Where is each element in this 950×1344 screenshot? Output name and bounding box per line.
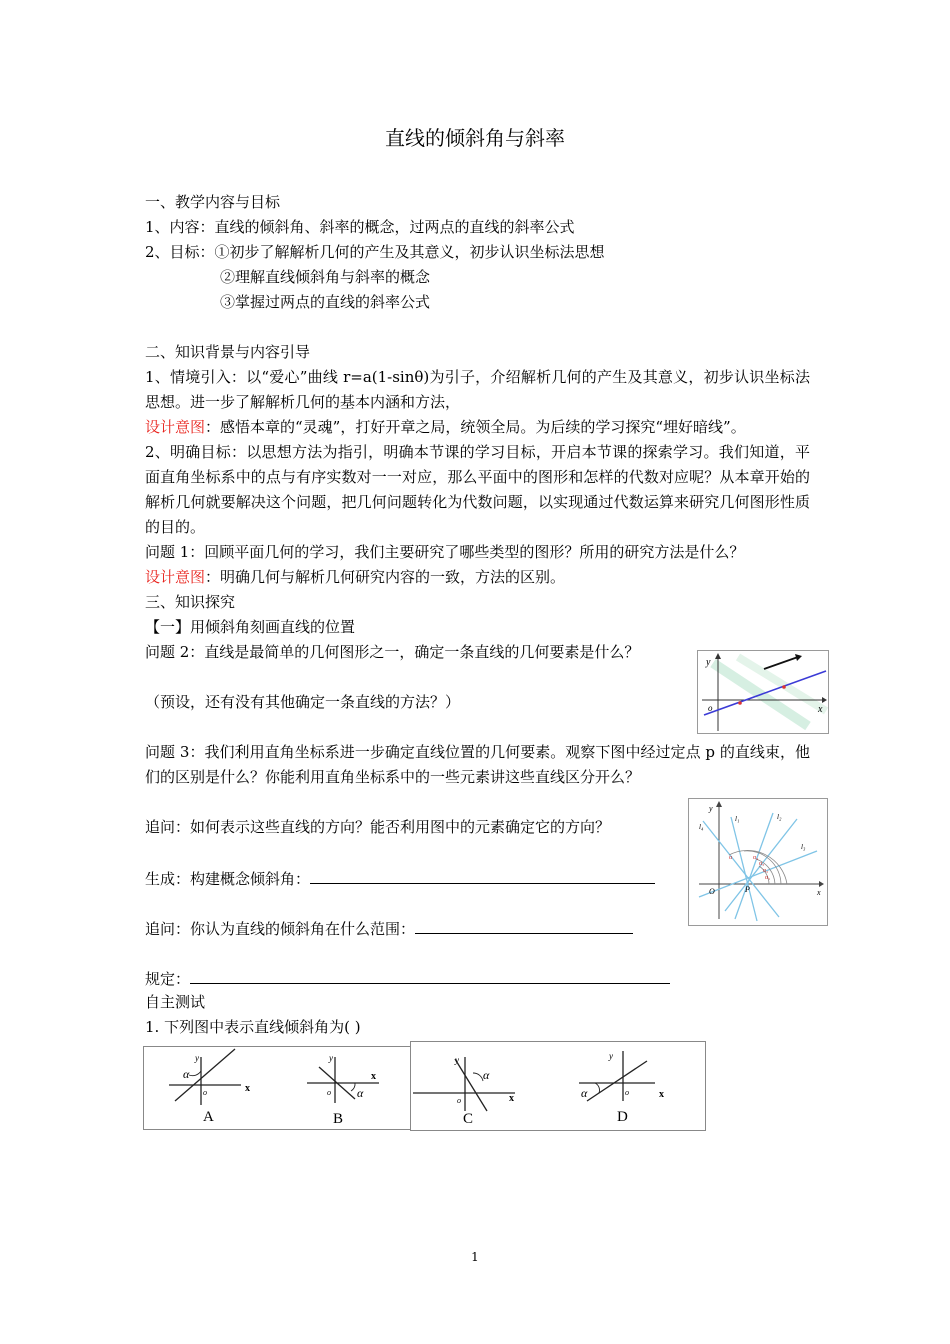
- option-c-y: y: [455, 1055, 459, 1065]
- page-number: 1: [471, 1250, 479, 1264]
- option-c-o: o: [457, 1096, 461, 1105]
- answer-blank-1[interactable]: [310, 865, 655, 884]
- self-test-q1: 1. 下列图中表示直线倾斜角为( ): [145, 1018, 361, 1036]
- rule-text: 规定：: [145, 970, 191, 988]
- fig2-p-label: P: [745, 885, 750, 894]
- fig2-l2-label: l₂: [777, 813, 782, 821]
- section1-content: 1、内容：直线的倾斜角、斜率的概念，过两点的直线的斜率公式: [145, 218, 575, 236]
- design-intent-2: [145, 565, 565, 590]
- question-3: 问题 3：我们利用直角坐标系进一步确定直线位置的几何要素。观察下图中经过定点 p 的直线束，他们的区别是什么？你能利用直角坐标系中的一些元素讲这些直线区分开么？: [145, 743, 810, 786]
- fig2-y-label: y: [709, 804, 713, 813]
- design-intent-label: 设计意图: [145, 418, 206, 436]
- page-title: 直线的倾斜角与斜率: [385, 126, 565, 150]
- preset-question: （预设，还有没有其他确定一条直线的方法？）: [145, 693, 461, 711]
- option-a-label: A: [203, 1109, 214, 1125]
- option-b-x: x: [371, 1071, 376, 1082]
- fig1-o-label: o: [708, 703, 713, 713]
- option-b-label: B: [333, 1111, 344, 1127]
- self-test-heading: 自主测试: [145, 993, 206, 1011]
- question-2: 问题 2：直线是最简单的几何图形之一，确定一条直线的几何要素是什么？: [145, 643, 640, 661]
- generate-text: 生成：构建概念倾斜角：: [145, 870, 311, 888]
- option-d-x: x: [659, 1089, 664, 1100]
- option-d-label: D: [617, 1109, 628, 1125]
- section1-goal2: ②理解直线倾斜角与斜率的概念: [220, 268, 431, 286]
- option-d-alpha: α: [581, 1086, 588, 1100]
- fig2-l1-label: l₁: [735, 815, 740, 823]
- option-b-o: o: [327, 1088, 331, 1097]
- design-intent-1: [145, 415, 746, 440]
- fig1-x-label: x: [818, 704, 823, 715]
- answer-blank-2[interactable]: [415, 915, 633, 934]
- option-b-diagram: [307, 1053, 379, 1127]
- section1-heading: 一、教学内容与目标: [145, 193, 281, 211]
- rule: [145, 965, 670, 992]
- option-c-label: C: [463, 1111, 474, 1127]
- design-intent-label: 设计意图: [145, 568, 206, 586]
- option-d-diagram: [579, 1051, 664, 1125]
- option-a-diagram: [169, 1049, 250, 1125]
- svg-text:α: α: [729, 855, 733, 861]
- section2-heading: 二、知识背景与内容引导: [145, 343, 311, 361]
- fig2-o-label: O: [709, 887, 715, 896]
- figure-line-direction: [697, 650, 829, 734]
- answer-blank-3[interactable]: [190, 965, 670, 984]
- section2-goal-text: 2、明确目标：以思想方法为指引，明确本节课的学习目标，开启本节课的探索学习。我们知道，平面直角坐标系中的点与有序实数对一一对应，那么平面中的图形和怎样的代数对应呢？从本章开始的解析几何就要解决这个问题，把几何问题转化为代数问题，以实现通过代数运算来研究几何图形性质的目的。: [145, 443, 810, 536]
- svg-text:α₁: α₁: [765, 875, 771, 881]
- option-b-y: y: [329, 1053, 333, 1063]
- svg-text:α₂: α₂: [763, 868, 769, 874]
- followup-1: 追问：如何表示这些直线的方向？能否利用图中的元素确定它的方向？: [145, 818, 611, 836]
- option-c-diagram: [413, 1055, 515, 1127]
- section2-intro: 1、情境引入：以“爱心”曲线 r=a(1-sinθ)为引子，介绍解析几何的产生及其意义，初步认识坐标法思想。进一步了解解析几何的基本内涵和方法，: [145, 368, 810, 411]
- section3-heading: 三、知识探究: [145, 593, 236, 611]
- fig2-l4-label: l₄: [699, 823, 704, 831]
- option-a-y: y: [195, 1053, 199, 1063]
- generate-concept: [145, 865, 655, 892]
- fig1-y-label: y: [706, 657, 711, 668]
- question-1: 问题 1：回顾平面几何的学习，我们主要研究了哪些类型的图形？所用的研究方法是什么？: [145, 543, 745, 561]
- section1-goal3: ③掌握过两点的直线的斜率公式: [220, 293, 431, 311]
- option-a-o: o: [203, 1088, 207, 1097]
- option-c-alpha: α: [483, 1068, 490, 1082]
- option-c-x: x: [509, 1093, 514, 1104]
- fig2-l3-label: l₃: [801, 843, 806, 851]
- options-diagrams: [143, 1041, 705, 1131]
- design-intent-text: ：明确几何与解析几何研究内容的一致，方法的区别。: [205, 568, 566, 586]
- option-a-alpha: α: [183, 1067, 190, 1081]
- subsection-1: 【一】用倾斜角刻画直线的位置: [145, 618, 356, 636]
- option-b-alpha: α: [357, 1086, 364, 1100]
- option-d-y: y: [609, 1051, 613, 1061]
- svg-text:α₃: α₃: [759, 861, 765, 867]
- figure-line-bundle: [688, 798, 828, 926]
- section1-goal1: 2、目标：①初步了解解析几何的产生及其意义，初步认识坐标法思想: [145, 243, 605, 261]
- design-intent-text: ：感悟本章的“灵魂”，打好开章之局，统领全局。为后续的学习探究“埋好暗线”。: [205, 418, 746, 436]
- followup-2-text: 追问：你认为直线的倾斜角在什么范围：: [145, 920, 416, 938]
- option-d-o: o: [625, 1088, 629, 1097]
- svg-text:α₄: α₄: [753, 855, 759, 861]
- fig2-x-label: x: [817, 888, 821, 897]
- followup-2: [145, 915, 633, 942]
- option-a-x: x: [245, 1083, 250, 1094]
